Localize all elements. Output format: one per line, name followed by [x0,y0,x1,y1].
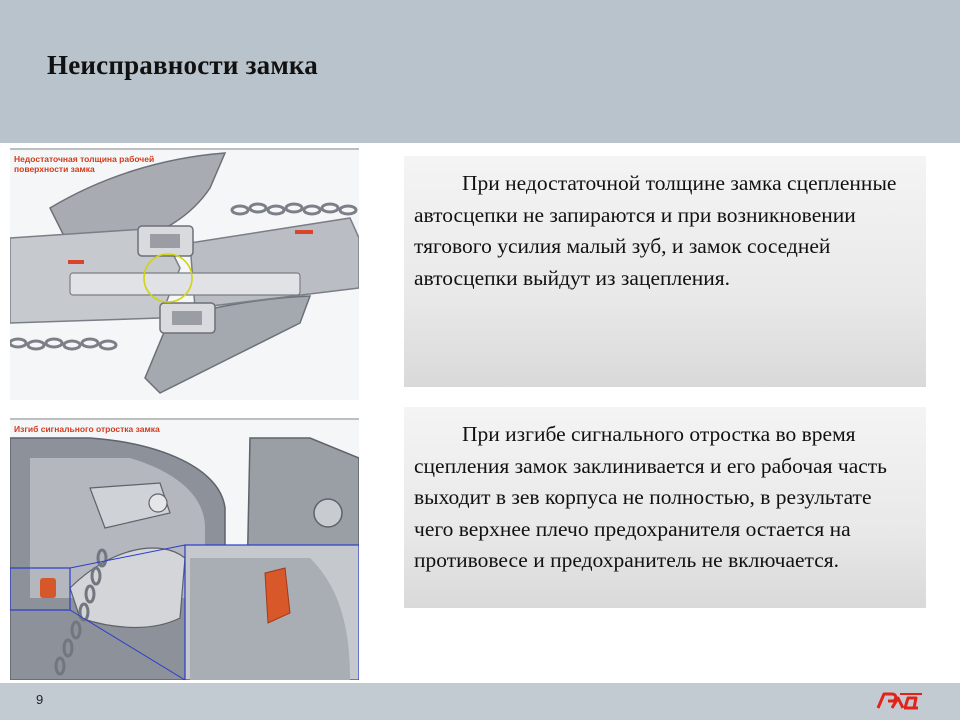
text-box-signal-lever-paragraph: При изгибе сигнального отростка во время сцепления замок заклинивается и его рабочая часть выходит в зев корпуса не полностью, в результате чего верхнее плечо предохранителя остается на противовесе и предохранитель не включается. [414,422,887,572]
text-box-signal-lever [404,407,926,608]
figure-lock-thickness [10,148,359,400]
figure-2-caption: Изгиб сигнального отростка замка [14,424,160,434]
rzd-logo-icon [876,690,924,712]
figure-1-caption-line-2: поверхности замка [14,164,95,174]
figure-signal-lever-bend [10,418,359,680]
coupler-illustration-1 [10,148,359,400]
text-box-thickness-paragraph: При недостаточной толщине замка сцепленные автосцепки не запираются и при возникновении тягового усилия малый зуб, и замок соседней автосцепки выйдут из зацепления. [414,171,897,290]
figure-1-caption-line-1: Недостаточная толщина рабочей [14,154,155,164]
figure-1-caption [14,154,154,174]
coupler-illustration-2 [10,418,359,680]
page-number: 9 [36,692,44,707]
slide-title: Неисправности замка [47,50,318,80]
text-box-thickness [404,156,926,387]
footer-band [0,683,960,720]
